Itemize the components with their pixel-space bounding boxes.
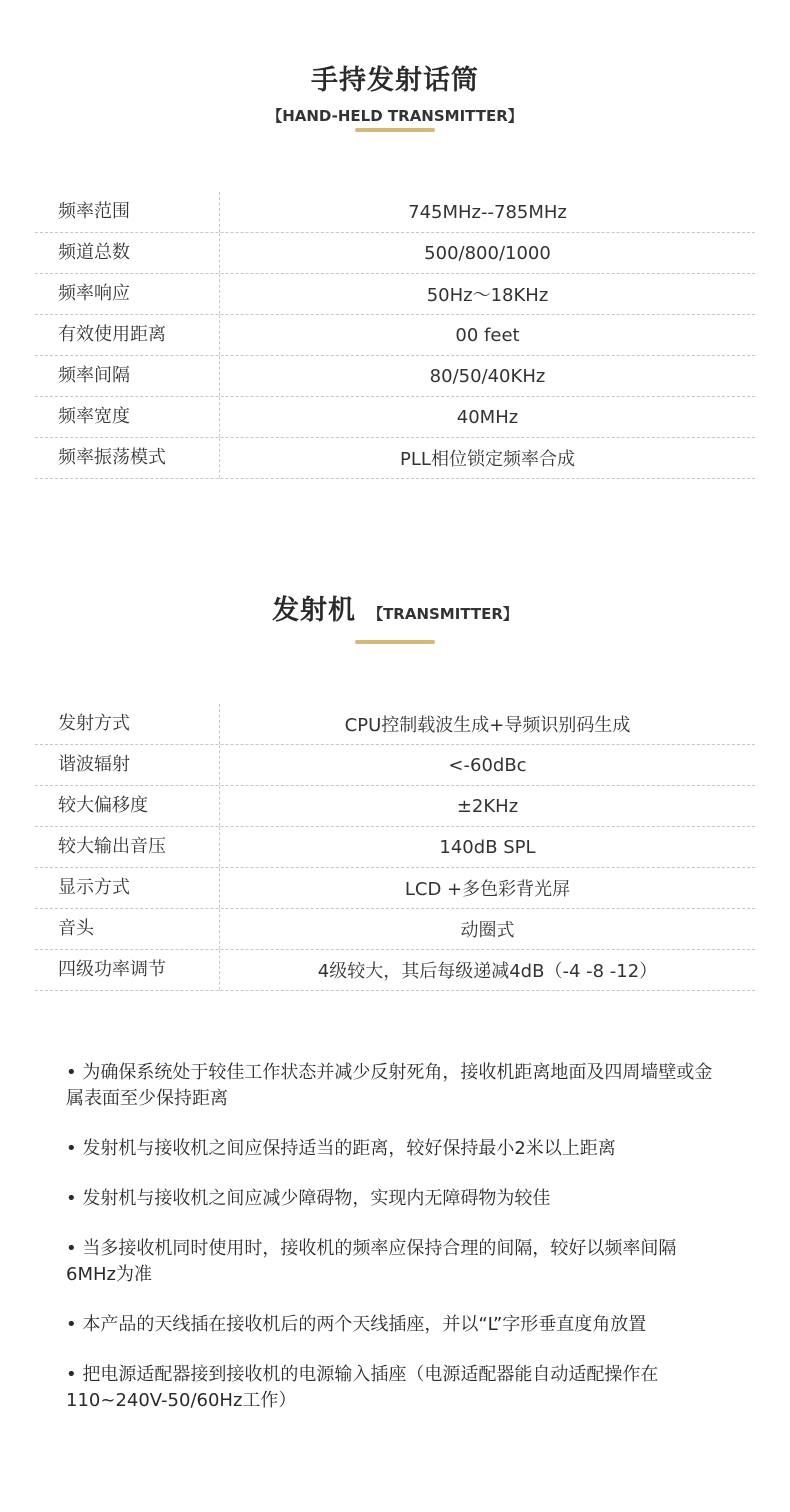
spec-value: 00 feet: [455, 324, 520, 346]
spec-value: 140dB SPL: [439, 836, 536, 858]
spec-label: 四级功率调节: [35, 950, 220, 990]
section1-title: 手持发射话筒: [311, 65, 479, 96]
spec-value: 50Hz～18KHz: [426, 285, 549, 306]
table-row: [35, 827, 755, 868]
spec-label: 频率响应: [35, 274, 220, 314]
note-item: • 本产品的天线插在接收机后的两个天线插座，并以“L”字形垂直度角放置: [66, 1314, 647, 1335]
table-row: [35, 274, 755, 315]
spec-label: 较大输出音压: [35, 827, 220, 867]
spec-label: 显示方式: [35, 868, 220, 908]
section2-divider: [355, 640, 435, 644]
spec-label: 有效使用距离: [35, 315, 220, 355]
spec-label: 频率振荡模式: [35, 438, 220, 478]
table-row: [35, 397, 755, 438]
section2-header: [0, 588, 790, 627]
note-item: • 发射机与接收机之间应减少障碍物，实现内无障碍物为较佳: [66, 1188, 551, 1209]
spec-label: 频率间隔: [35, 356, 220, 396]
section1-header: [0, 58, 790, 126]
spec-value: 40MHz: [456, 406, 519, 428]
note-item: • 为确保系统处于较佳工作状态并减少反射死角，接收机距离地面及四周墙壁或金属表面至少保持距离: [66, 1062, 713, 1109]
table-row: [35, 704, 755, 745]
spec-label: 较大偏移度: [35, 786, 220, 826]
table-row: [35, 438, 755, 479]
spec-label: 音头: [35, 909, 220, 949]
spec-value: 745MHz--785MHz: [408, 201, 567, 223]
usage-notes: [66, 1060, 726, 1438]
table-row: [35, 233, 755, 274]
spec-value: 80/50/40KHz: [429, 365, 546, 387]
table-row: [35, 356, 755, 397]
spec-value: 4级较大，其后每级递减4dB（-4 -8 -12）: [317, 961, 658, 982]
spec-label: 发射方式: [35, 704, 220, 744]
section1-spec-table: [35, 192, 755, 479]
note-item: • 把电源适配器接到接收机的电源输入插座（电源适配器能自动适配操作在110~240V-50/60Hz工作）: [66, 1364, 659, 1411]
table-row: [35, 192, 755, 233]
spec-value: ±2KHz: [456, 795, 519, 817]
spec-label: 频道总数: [35, 233, 220, 273]
spec-label: 频率范围: [35, 192, 220, 232]
spec-value: LCD +多色彩背光屏: [404, 879, 571, 900]
spec-value: CPU控制载波生成+导频识别码生成: [344, 715, 631, 736]
note-item: • 当多接收机同时使用时，接收机的频率应保持合理的间隔，较好以频率间隔6MHz为准: [66, 1238, 677, 1285]
spec-label: 频率宽度: [35, 397, 220, 437]
section2-subtitle: 【TRANSMITTER】: [368, 605, 518, 623]
note-item: • 发射机与接收机之间应保持适当的距离，较好保持最小2米以上距离: [66, 1138, 616, 1159]
spec-value: PLL相位锁定频率合成: [400, 449, 575, 470]
table-row: [35, 786, 755, 827]
section1-divider: [355, 128, 435, 132]
table-row: [35, 315, 755, 356]
table-row: [35, 950, 755, 991]
spec-value: 500/800/1000: [424, 242, 551, 264]
spec-value: 动圈式: [460, 920, 515, 941]
table-row: [35, 909, 755, 950]
spec-label: 谐波辐射: [35, 745, 220, 785]
spec-value: <-60dBc: [448, 754, 527, 776]
section1-subtitle: 【HAND-HELD TRANSMITTER】: [267, 107, 523, 125]
table-row: [35, 745, 755, 786]
section2-title: 发射机: [272, 595, 357, 626]
section2-spec-table: [35, 704, 755, 991]
table-row: [35, 868, 755, 909]
